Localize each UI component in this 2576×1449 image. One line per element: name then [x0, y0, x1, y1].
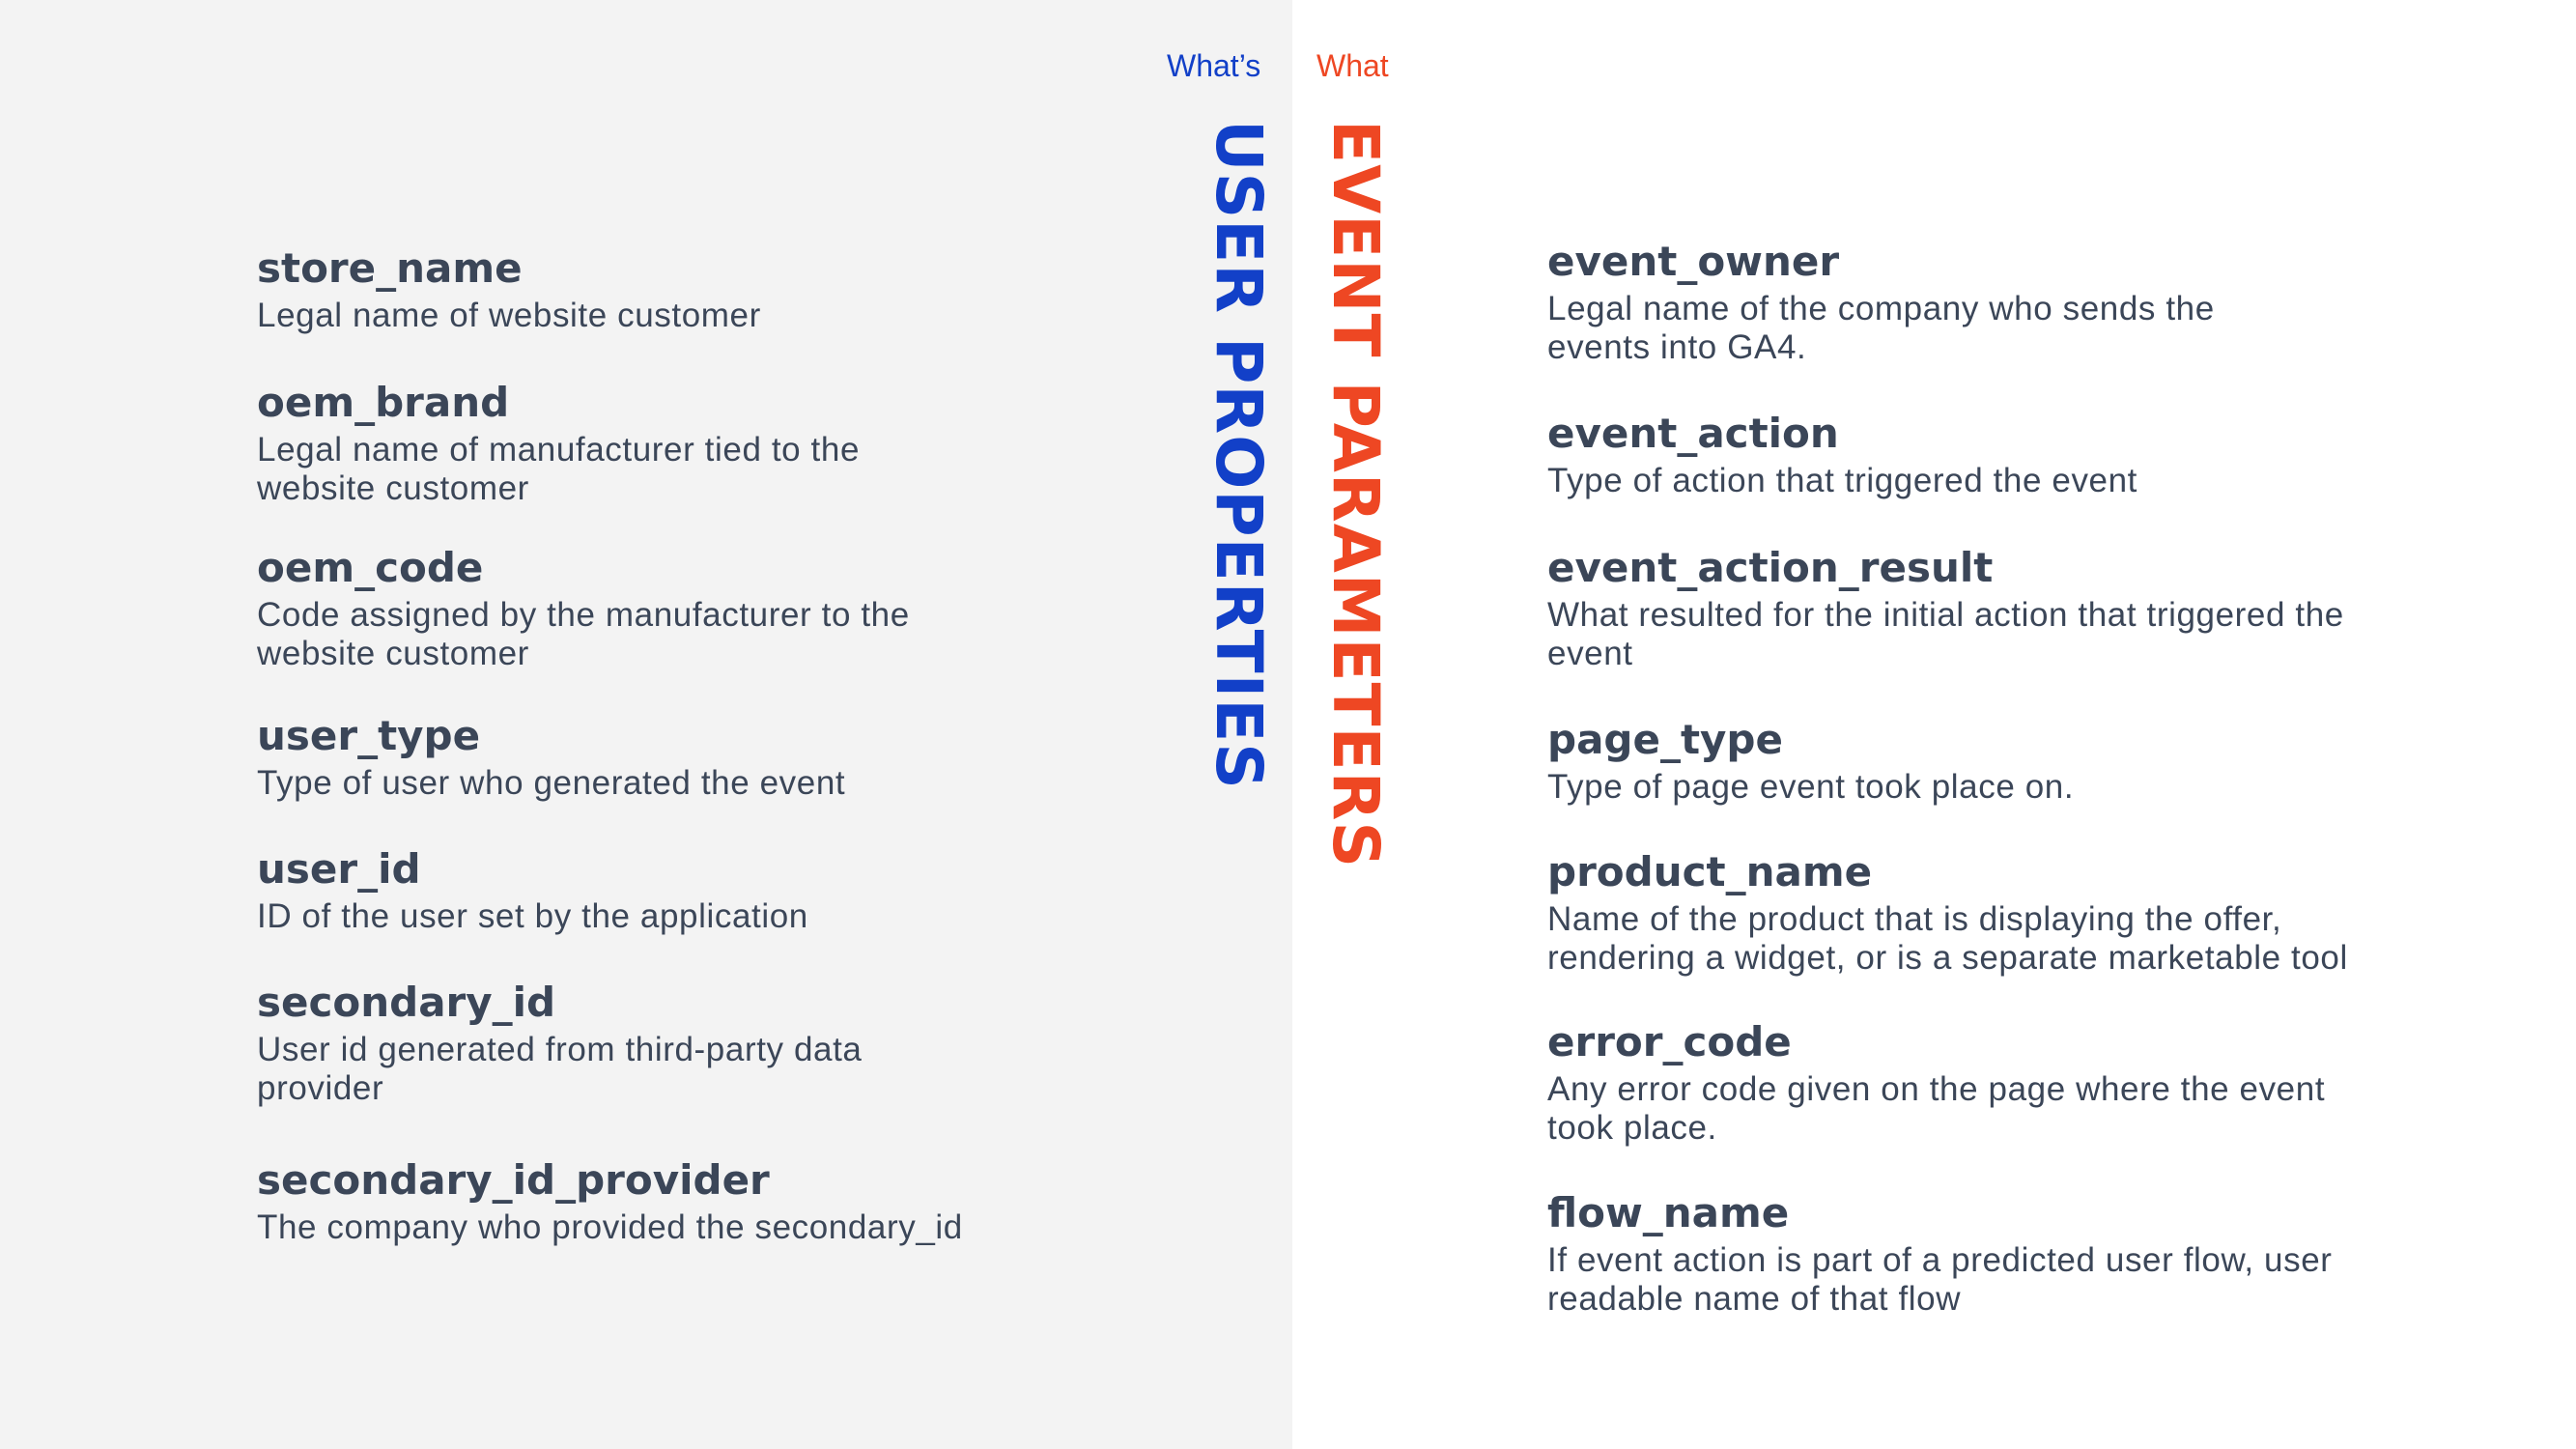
parameter-name: event_owner: [1547, 238, 1840, 285]
event-parameter-item: [1547, 238, 2301, 367]
parameter-name: event_action: [1547, 410, 1839, 457]
property-name: oem_code: [257, 544, 484, 591]
property-description: ID of the user set by the application: [257, 897, 808, 935]
user-property-item: [257, 845, 1030, 936]
user-properties-title: USER PROPERTIES: [1202, 120, 1276, 790]
property-name: oem_brand: [257, 379, 510, 426]
whats-caption: What’s: [1167, 48, 1261, 83]
property-name: secondary_id_provider: [257, 1156, 770, 1204]
property-name: secondary_id: [257, 979, 556, 1026]
property-description: Code assigned by the manufacturer to the website customer: [257, 596, 910, 672]
property-description: Legal name of manufacturer tied to the website customer: [257, 431, 861, 507]
parameter-name: flow_name: [1547, 1189, 1790, 1236]
user-property-item: [257, 979, 952, 1108]
event-parameter-item: [1547, 544, 2417, 673]
user-property-item: [257, 244, 1030, 335]
event-parameter-item: [1547, 410, 2417, 500]
parameter-name: error_code: [1547, 1018, 1792, 1065]
user-property-item: [257, 379, 952, 508]
parameter-name: page_type: [1547, 716, 1783, 763]
parameter-description: Type of page event took place on.: [1547, 768, 2075, 806]
event-parameter-item: [1547, 848, 2417, 978]
event-parameter-item: [1547, 1018, 2339, 1148]
user-property-item: [257, 712, 1030, 803]
parameter-description: Name of the product that is displaying the offer, rendering a widget, or is a separate marketable tool: [1547, 900, 2348, 977]
property-name: store_name: [257, 244, 523, 292]
user-property-item: [257, 1156, 1126, 1247]
property-description: Legal name of website customer: [257, 297, 761, 334]
parameter-description: Legal name of the company who sends the events into GA4.: [1547, 290, 2215, 366]
parameter-name: event_action_result: [1547, 544, 1994, 591]
property-description: User id generated from third-party data provider: [257, 1031, 863, 1107]
what-caption: What: [1316, 48, 1389, 83]
parameter-description: If event action is part of a predicted user flow, user readable name of that flow: [1547, 1241, 2333, 1318]
parameter-description: What resulted for the initial action that triggered the event: [1547, 596, 2344, 672]
user-property-item: [257, 544, 991, 673]
property-description: The company who provided the secondary_id: [257, 1208, 963, 1246]
event-parameter-item: [1547, 1189, 2339, 1319]
parameter-description: Type of action that triggered the event: [1547, 462, 2137, 499]
event-parameter-item: [1547, 716, 2417, 807]
property-name: user_type: [257, 712, 481, 759]
property-name: user_id: [257, 845, 421, 893]
parameter-description: Any error code given on the page where the event took place.: [1547, 1070, 2326, 1147]
event-parameters-title: EVENT PARAMETERS: [1318, 120, 1393, 868]
property-description: Type of user who generated the event: [257, 764, 846, 802]
parameter-name: product_name: [1547, 848, 1873, 895]
